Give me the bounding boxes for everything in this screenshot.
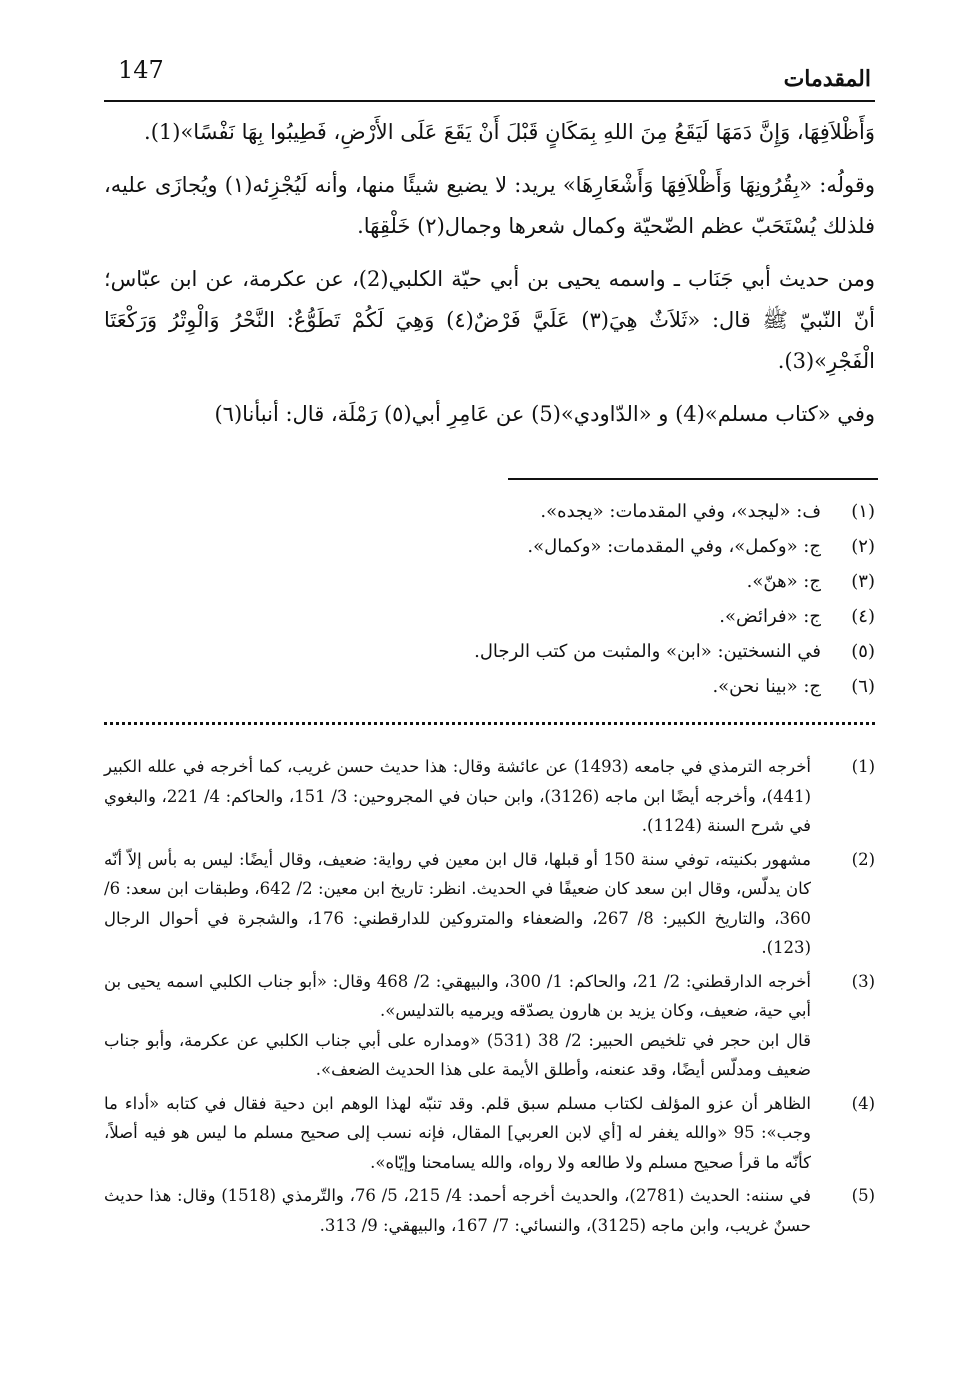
editor-note (104, 1089, 875, 1178)
editor-notes (104, 752, 875, 1244)
note-number: (٤) (851, 606, 875, 627)
variant-note (420, 599, 875, 634)
editor-note (104, 845, 875, 963)
editor-note (104, 1181, 875, 1240)
note-number: (5) (851, 1186, 875, 1205)
note-number: (٦) (851, 676, 875, 697)
variant-note (420, 634, 875, 669)
note-number: (١) (851, 501, 875, 522)
note-text: ف: «ليجد»، وفي المقدمات: «يجده». (540, 501, 821, 522)
note-text: الظاهر أن عزو المؤلف لكتاب مسلم سبق قلم. وقد تنبّه لهذا الوهم ابن دحية فقال في كتابه «أداء ما وجب»: 95 «والله يغفر له [أي لابن العربي] المقال، فإنه نسب إلى صحيح مسلم ما ليس هو فيه أصلاً، كأنّه ما قرأ صحيح مسلم ولا طالعه ولا رواه، والله يسامحنا وإيّاه». (104, 1093, 812, 1172)
note-text: في النسختين: «ابن» والمثبت من كتب الرجال. (474, 641, 821, 662)
main-paragraph: وَأَظْلاَفِهَا، وَإِنَّ دَمَهَا لَيَقَعُ مِنَ اللهِ بِمَكَانٍ قَبْلَ أَنْ يَقَعَ عَلَى الأَرْضِ، فَطِيبُوا بِهَا نَفْسًا»(1). (144, 120, 875, 144)
editor-note (104, 967, 875, 1085)
dotted-separator (104, 722, 875, 725)
note-number: (٥) (851, 641, 875, 662)
note-text: في سننه: الحديث (2781)، والحديث أخرجه أحمد: 4/ 215، 5/ 76، والتّرمذي (1518) وقال: هذا حديث حسنٌ غريب، وابن ماجه (3125)، والنسائي: 7/ 167، والبيهقي: 9/ 313. (104, 1186, 811, 1235)
note-text: ج: «هنّ». (746, 571, 821, 592)
footnote-separator (508, 478, 878, 480)
running-title: المقدمات (783, 66, 871, 92)
main-paragraph: ومن حديث أبي جَنَاب ـ واسمه يحيى بن أبي حيّة الكلبي(2)، عن عكرمة، عن ابن عبّاس؛ أنّ النّبيّ ﷺ قال: «ثَلاَثٌ هِيَ(٣) عَلَيَّ فَرْضٌ(٤) وَهِيَ لَكُمْ تَطَوُّعٌ: النَّحْرُ وَالْوِتْرُ وَرَكْعَتَا الْفَجْرِ»(3). (104, 267, 875, 373)
variant-note (420, 494, 875, 529)
note-text: ج: «بينا نحن». (712, 676, 821, 697)
main-paragraph: وقولُه: «بِقُرُونِهَا وَأَظْلاَفِهَا وَأَشْعَارِهَا» يريد: لا يضيع شيئًا منها، وأنه لَيُجْزِئه(١) ويُجازَى عليه، فلذلك يُسْتَحَبّ عظم الضّحيّة وكمال شعرها وجمال(٢) خَلْقِهَا. (104, 173, 876, 238)
note-number: (٣) (851, 571, 875, 592)
variant-note (420, 669, 875, 704)
variant-note (420, 564, 875, 599)
main-paragraph: وفي «كتاب مسلم»(4) و «الدّاودي»(5) عن عَامِرِ أبي(٥) رَمْلَة، قال: أنبأنا(٦) (214, 402, 875, 426)
page-number: 147 (118, 56, 164, 84)
note-number: (٢) (851, 536, 875, 557)
editor-note (104, 752, 875, 841)
note-text: أخرجه الترمذي في جامعه (1493) عن عائشة وقال: هذا حديث حسن غريب، كما أخرجه في علله الكبير (441)، وأخرجه أيضًا ابن ماجه (3126)، وابن حبان في المجروحين: 3/ 151، والحاكم: 4/ 221، والبغوي في شرح السنة (1124). (104, 757, 812, 835)
note-number: (4) (851, 1093, 875, 1113)
main-text (104, 112, 875, 447)
note-number: (3) (851, 971, 875, 991)
note-number: (2) (851, 849, 875, 869)
note-text: أخرجه الدارقطني: 2/ 21، والحاكم: 1/ 300، والبيهقي: 2/ 468 وقال: «أبو جناب الكلبي اسمه يحيى بن أبي حية، ضعيف، وكان يزيد بن هارون يصدّقه ويرميه بالتدليس». (104, 971, 812, 1020)
variant-notes (420, 494, 875, 704)
note-text: مشهور بكنيته، توفي سنة 150 أو قبلها، قال ابن معين في رواية: ضعيف، وقال أيضًا: ليس به بأس إلاّ أنّه كان يدلّس، وقال ابن سعد كان ضعيفًا في الحديث. انظر: تاريخ ابن معين: 2/ 642، وطبقات ابن سعد: 6/ 360، والتاريخ الكبير: 8/ 267، والضعفاء والمتروكين للدارقطني: 176، والشجرة في أحوال الرجال (123). (104, 849, 811, 957)
variant-note (420, 529, 875, 564)
header-rule (104, 100, 875, 102)
note-text: ج: «فرائض». (719, 606, 821, 627)
note-text: ج: «وكمل»، وفي المقدمات: «وكمال». (527, 536, 821, 557)
note-text: قال ابن حجر في تلخيص الحبير: 2/ 38 (531) «ومداره على أبي جناب الكلبي عن عكرمة، وأبو جناب ضعيف ومدلّس أيضًا، وقد عنعنه، وأطلق الأيمة على هذا الحديث الضعف». (104, 1030, 811, 1079)
note-number: (1) (851, 757, 875, 776)
